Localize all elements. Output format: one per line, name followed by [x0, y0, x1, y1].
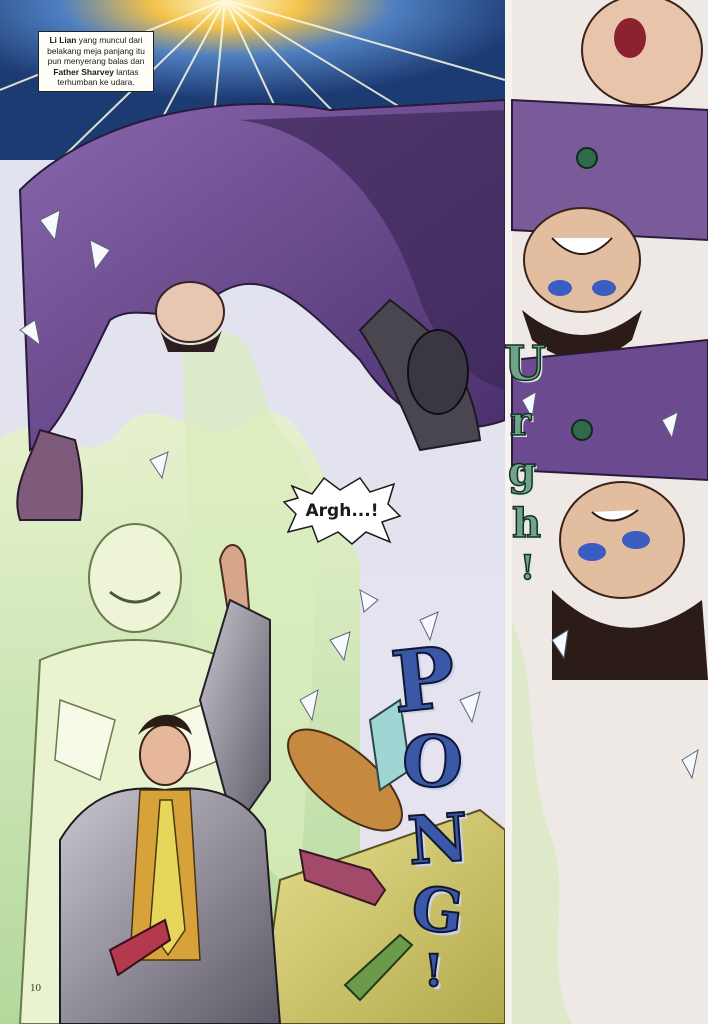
sfx-urgh-letter-g: g: [508, 448, 536, 495]
sfx-pong-letter-exclaim: !: [424, 946, 444, 997]
sfx-urgh-letter-exclaim: !: [520, 548, 535, 588]
sfx-urgh-letter-r: r: [510, 398, 532, 445]
caption-text-part-2: lantas terhumban ke udara.: [57, 66, 139, 87]
side-panel: [504, 0, 708, 1024]
green-bead-2: [572, 420, 592, 440]
caption-name-father-sharvey: Father Sharvey: [53, 66, 114, 77]
sfx-pong-letter-n: N: [405, 797, 471, 881]
sfx-urgh-letter-u: U: [504, 336, 546, 392]
panel-gutter: [505, 0, 512, 1024]
page-number: 10: [30, 982, 41, 994]
sfx-pong-letter-p: P: [386, 626, 461, 733]
sfx-pong: [386, 626, 498, 1010]
sfx-urgh-letter-h: h: [512, 500, 542, 547]
sfx-pong-letter-g: G: [408, 873, 467, 949]
sfx-pong-letter-o: O: [399, 717, 466, 806]
caption-text-part-1: yang muncul dari belakang meja panjang itu pun menyerang balas dan: [47, 35, 145, 66]
upside-down-face-1: [582, 0, 702, 105]
speech-bubble-text: Argh...!: [305, 501, 379, 521]
caption-name-li-lian: Li Lian: [49, 35, 77, 45]
green-bead-1: [577, 148, 597, 168]
narration-caption: [38, 31, 154, 92]
speech-bubble: [282, 476, 402, 546]
side-panel-artwork: [512, 0, 708, 1024]
